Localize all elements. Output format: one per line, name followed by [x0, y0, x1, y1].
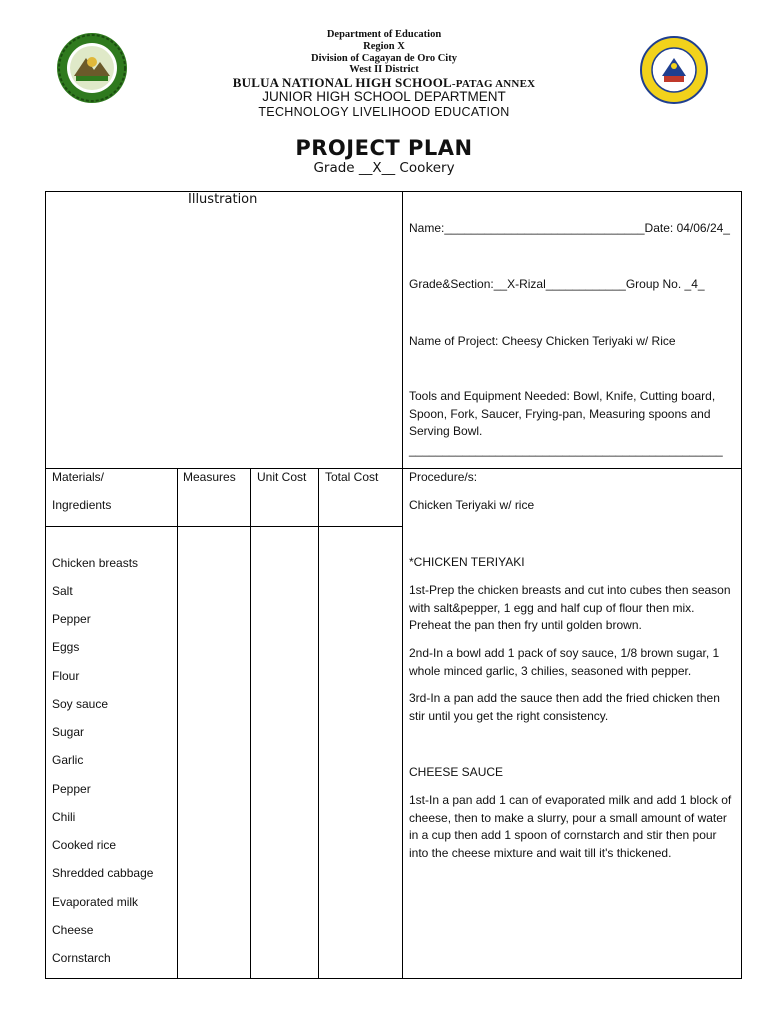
- school-name-main: BULUA NATIONAL HIGH SCHOOL: [232, 75, 452, 90]
- ingredient-item: Soy sauce: [52, 697, 109, 711]
- col-header-unit-cost: Unit Cost: [257, 470, 307, 484]
- project-name-line: Name of Project: Cheesy Chicken Teriyaki w/ Rice: [409, 334, 676, 348]
- procedure-dish: Chicken Teriyaki w/ rice: [409, 498, 535, 512]
- header-line-deped: Department of Education: [326, 29, 442, 40]
- divider-unit-cost: [250, 468, 251, 979]
- col-header-total-cost: Total Cost: [325, 470, 379, 484]
- divider-col-header: [45, 526, 402, 527]
- school-name-annex: -PATAG ANNEX: [451, 78, 536, 90]
- ingredient-item: Eggs: [52, 640, 80, 654]
- divider-row: [45, 468, 741, 469]
- header-line-division: Division of Cagayan de Oro City: [311, 53, 457, 64]
- ingredient-item: Evaporated milk: [52, 895, 139, 909]
- grade-section-line: Grade&Section:__X-Rizal____________Group No. _4_: [409, 277, 705, 291]
- ingredient-item: Cooked rice: [52, 838, 117, 852]
- ingredient-item: Pepper: [52, 782, 91, 796]
- ingredient-item: Garlic: [52, 753, 84, 767]
- divider-middle: [402, 191, 403, 979]
- subject-area: TECHNOLOGY LIVELIHOOD EDUCATION: [258, 105, 510, 119]
- ingredient-item: Salt: [52, 584, 73, 598]
- ingredient-item: Pepper: [52, 612, 91, 626]
- ingredient-item: Cornstarch: [52, 951, 111, 965]
- teriyaki-step-3: 3rd-In a pan add the sauce then add the fried chicken then stir until you get the right consistency.: [409, 691, 720, 723]
- ingredient-item: Chicken breasts: [52, 556, 139, 570]
- ingredient-item: Chili: [52, 810, 76, 824]
- name-date-line: Name:______________________________Date: 04/06/24_: [409, 221, 730, 235]
- col-header-materials: Materials/: [52, 470, 105, 484]
- ingredient-item: Shredded cabbage: [52, 866, 154, 880]
- teriyaki-heading: *CHICKEN TERIYAKI: [409, 555, 525, 569]
- cheese-sauce-heading: CHEESE SAUCE: [409, 765, 504, 779]
- page-title: PROJECT PLAN: [295, 136, 473, 160]
- cheese-sauce-step-1: 1st-In a pan add 1 can of evaporated milk and add 1 block of cheese, then to make a slurry, pour a small amount of water in a cup then add 1 spoon of cornstarch and stir then pour into the cheese mixture and wait till it's thickened.: [409, 793, 732, 860]
- tools-underline: _______________________________________________: [409, 443, 723, 457]
- header-line-district: West II District: [349, 64, 419, 75]
- illustration-label: Illustration: [188, 192, 258, 207]
- teriyaki-step-1: 1st-Prep the chicken breasts and cut into cubes then season with salt&pepper, 1 egg and half cup of flour then mix. Preheat the pan then fry until golden brown.: [409, 583, 731, 632]
- teriyaki-step-2: 2nd-In a bowl add 1 pack of soy sauce, 1/8 brown sugar, 1 whole minced garlic, 3 chilies, seasoned with pepper.: [409, 646, 720, 678]
- header-line-region: Region X: [363, 41, 405, 52]
- divider-total-cost: [318, 468, 319, 979]
- col-header-measures: Measures: [183, 470, 236, 484]
- procedure-label: Procedure/s:: [409, 470, 478, 484]
- divider-measures: [177, 468, 178, 979]
- ingredient-item: Sugar: [52, 725, 85, 739]
- page-subtitle: Grade __X__ Cookery: [313, 160, 455, 176]
- col-header-ingredients: Ingredients: [52, 498, 112, 512]
- ingredient-item: Flour: [52, 669, 80, 683]
- department: JUNIOR HIGH SCHOOL DEPARTMENT: [262, 89, 506, 104]
- ingredient-item: Cheese: [52, 923, 94, 937]
- tools-line: Tools and Equipment Needed: Bowl, Knife, Cutting board, Spoon, Fork, Saucer, Frying-pan, Measuring spoons and Serving Bowl.: [409, 389, 716, 438]
